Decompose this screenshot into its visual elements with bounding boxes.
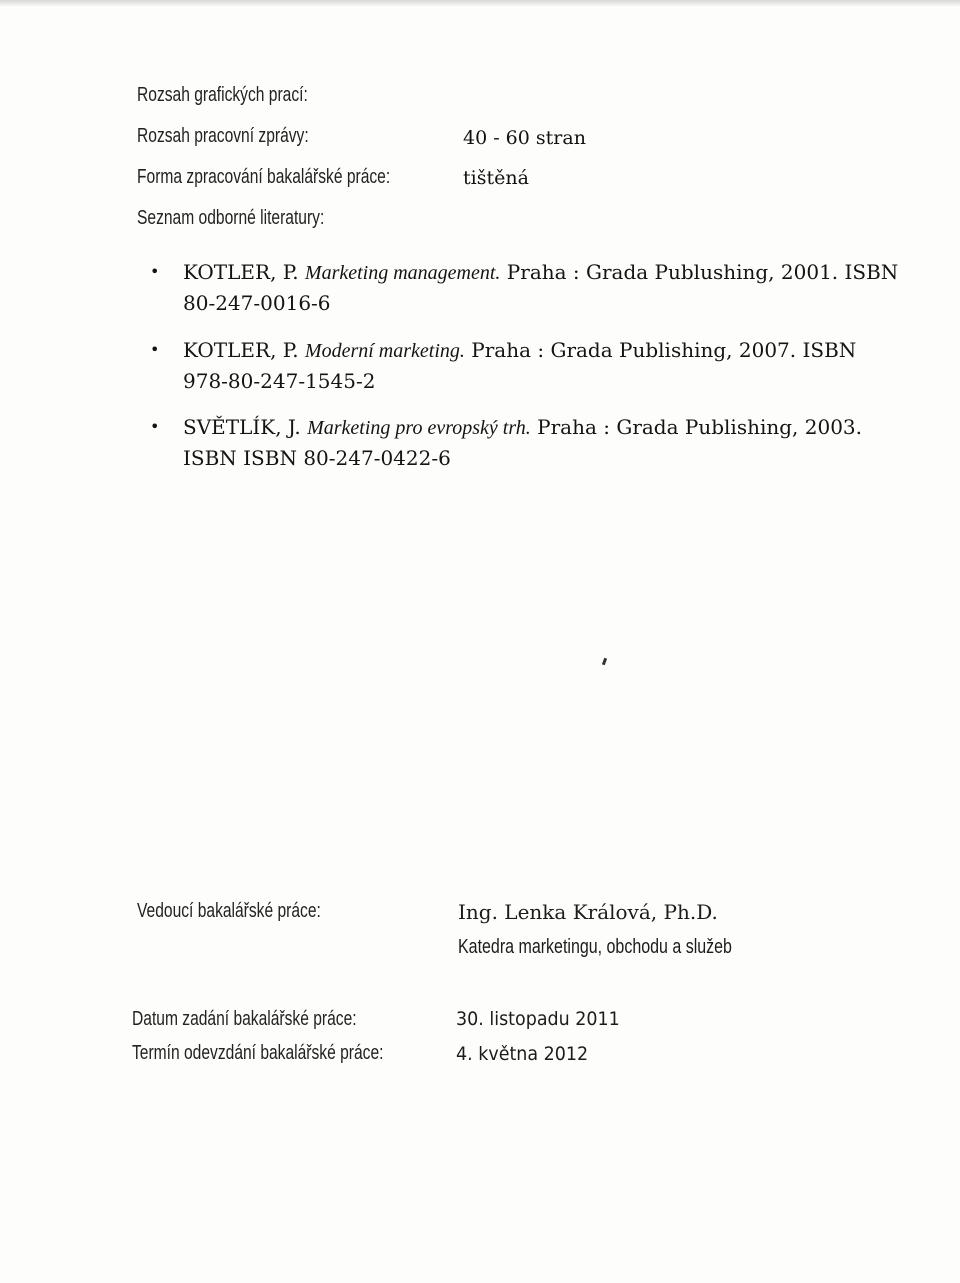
literature-item: [150, 335, 930, 396]
ref-isbn: 978-80-247-1545-2: [183, 369, 376, 393]
ref-isbn: ISBN ISBN 80-247-0422-6: [183, 446, 451, 470]
supervisor-department: Katedra marketingu, obchodu a služeb: [458, 936, 732, 958]
assigned-date-value: 30. listopadu 2011: [456, 1008, 620, 1030]
bullet-icon: •: [150, 340, 160, 359]
form-label: Forma zpracování bakalářské práce:: [137, 166, 391, 188]
scan-speck: [602, 658, 607, 666]
ref-author: SVĚTLÍK, J.: [183, 415, 301, 439]
ref-publisher: Praha : Grada Publushing, 2001. ISBN: [506, 260, 899, 284]
scan-edge: [0, 0, 960, 6]
graphics-scope-label: Rozsah grafických prací:: [137, 84, 308, 106]
form-value: tištěná: [463, 167, 529, 189]
literature-label: Seznam odborné literatury:: [137, 207, 325, 229]
deadline-value: 4. května 2012: [456, 1043, 589, 1065]
ref-title: Marketing management.: [304, 262, 501, 284]
supervisor-label: Vedoucí bakalářské práce:: [137, 900, 321, 922]
ref-publisher: Praha : Grada Publishing, 2003.: [537, 415, 863, 439]
ref-author: KOTLER, P.: [183, 338, 299, 362]
ref-title: Moderní marketing.: [304, 340, 465, 362]
report-scope-label: Rozsah pracovní zprávy:: [137, 125, 309, 147]
ref-isbn: 80-247-0016-6: [183, 291, 331, 315]
ref-author: KOTLER, P.: [183, 260, 299, 284]
ref-title: Marketing pro evropský trh.: [307, 417, 531, 439]
literature-item: [150, 257, 930, 318]
deadline-label: Termín odevzdání bakalářské práce:: [132, 1042, 384, 1064]
report-scope-value: 40 - 60 stran: [463, 127, 586, 149]
literature-item: [150, 412, 930, 473]
bullet-icon: •: [150, 417, 160, 436]
assigned-date-label: Datum zadání bakalářské práce:: [132, 1008, 357, 1030]
supervisor-name: Ing. Lenka Králová, Ph.D.: [458, 900, 718, 924]
bullet-icon: •: [150, 262, 160, 281]
ref-publisher: Praha : Grada Publishing, 2007. ISBN: [471, 338, 857, 362]
